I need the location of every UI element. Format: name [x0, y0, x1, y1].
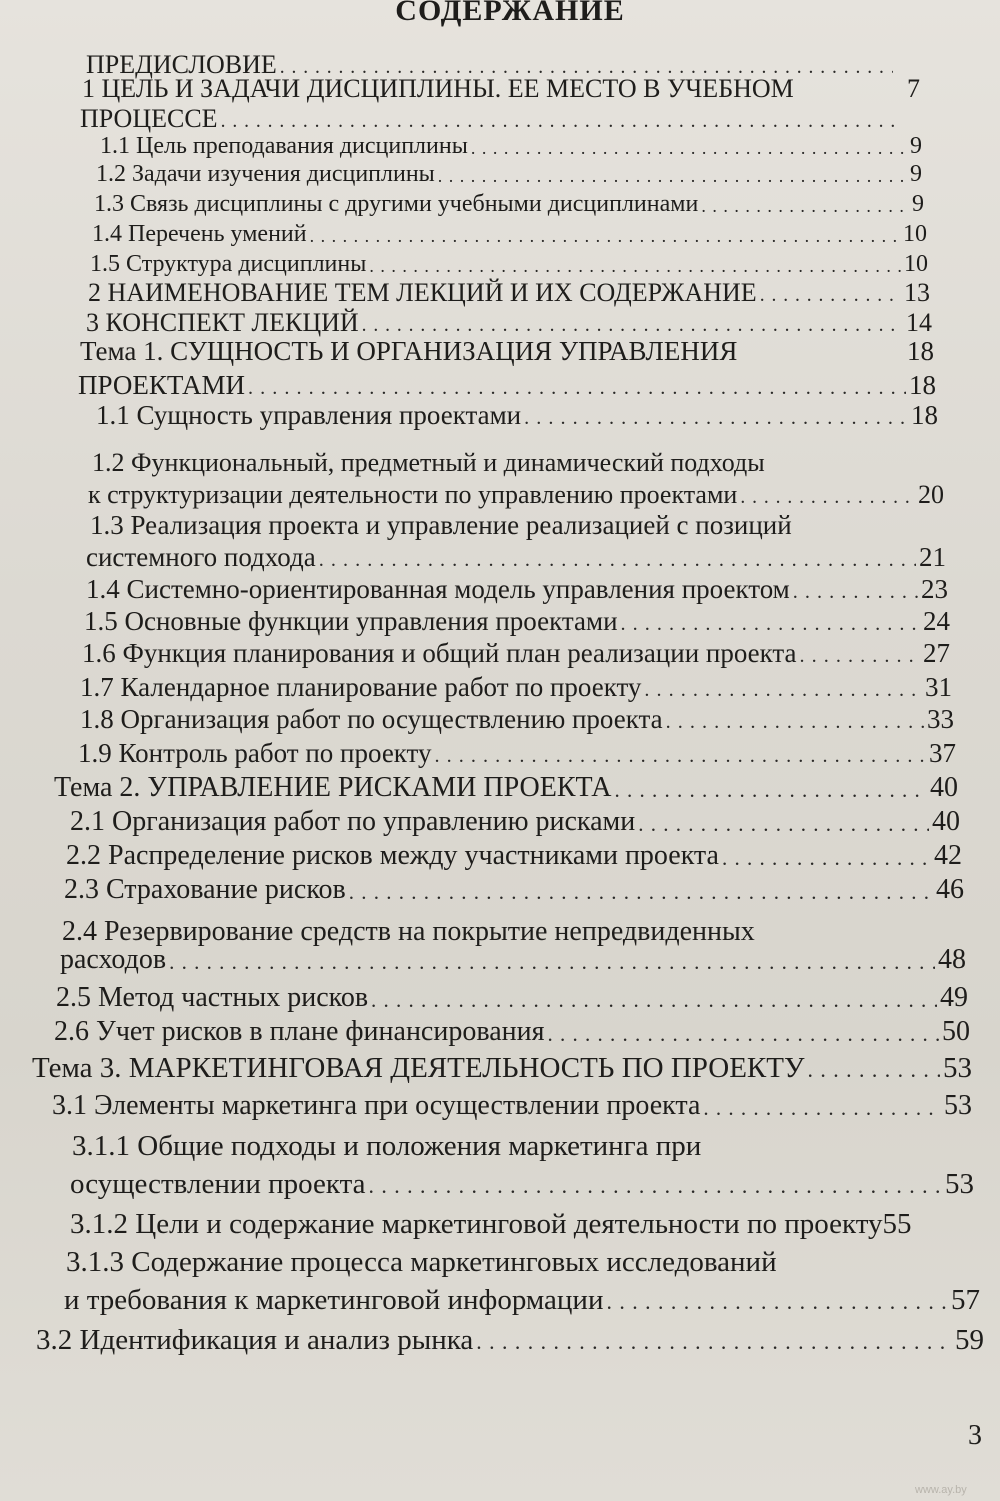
toc-entry: 1.6 Функция планирования и общий план реализации проекта . . . 27 [82, 640, 950, 667]
toc-entry: расходов . . . 48 [60, 946, 966, 974]
toc-entry: 1.5 Основные функции управления проектами . . . 24 [84, 608, 950, 635]
toc-entry: ПРЕДИСЛОВИЕ . . . [86, 52, 896, 78]
toc-entry: 2.6 Учет рисков в плане финансирования . . . 50 [54, 1018, 970, 1046]
toc-entry: и требования к маркетинговой информации . . . 57 [64, 1286, 980, 1315]
toc-entry: 2.5 Метод частных рисков . . . 49 [56, 984, 968, 1012]
watermark: www.ay.by [915, 1484, 967, 1496]
toc-entry: 1.3 Реализация проекта и управление реализацией с позиций [90, 510, 792, 540]
toc-entry: 3.1.1 Общие подходы и положения маркетинга при [72, 1130, 702, 1162]
toc-entry: 1.8 Организация работ по осуществлению проекта . . . 33 [80, 706, 954, 733]
toc-entry: 1.7 Календарное планирование работ по проекту . . . 31 [80, 674, 952, 701]
toc-entry: 1.2 Задачи изучения дисциплины . . . 9 [96, 162, 922, 186]
toc-entry: 3 КОНСПЕКТ ЛЕКЦИЙ . . . 14 [86, 310, 932, 336]
toc-entry: 3.1.3 Содержание процесса маркетинговых исследований [66, 1246, 777, 1278]
toc-entry: 1.1 Цель преподавания дисциплины . . . 9 [100, 134, 922, 158]
toc-entry: Тема 2. УПРАВЛЕНИЕ РИСКАМИ ПРОЕКТА . . . 40 [54, 774, 958, 802]
toc-entry: ПРОЕКТАМИ . . . 18 [78, 372, 936, 399]
toc-entry: 2.4 Резервирование средств на покрытие непредвиденных [62, 916, 755, 947]
toc-entry: 1.4 Перечень умений . . . 10 [92, 222, 927, 246]
toc-entry: 2.2 Распределение рисков между участниками проекта . . . 42 [66, 842, 962, 870]
toc-entry: 1.3 Связь дисциплины с другими учебными дисциплинами . . . 9 [94, 192, 924, 216]
toc-entry: 1 ЦЕЛЬ И ЗАДАЧИ ДИСЦИПЛИНЫ. ЕЕ МЕСТО В УЧЕБНОМ 7 [82, 74, 920, 103]
toc-entry: 3.1.2 Цели и содержание маркетинговой деятельности по проекту 55 [70, 1208, 912, 1240]
toc-entry: 3.1 Элементы маркетинга при осуществлении проекта . . . 53 [52, 1092, 972, 1120]
toc-entry: к структуризации деятельности по управлению проектами . . . 20 [88, 482, 944, 508]
toc-entry: 1.1 Сущность управления проектами . . . 18 [96, 402, 938, 429]
toc-entry: системного подхода . . . 21 [86, 544, 946, 571]
toc-entry: 2.3 Страхование рисков . . . 46 [64, 876, 964, 904]
toc-entry: осуществлении проекта . . . 53 [70, 1170, 974, 1199]
page-title: СОДЕРЖАНИЕ [395, 0, 625, 27]
toc-entry: 1.4 Системно-ориентированная модель управления проектом . . . 23 [86, 576, 948, 603]
toc-entry: Тема 1. СУЩНОСТЬ И ОРГАНИЗАЦИЯ УПРАВЛЕНИЯ 18 [80, 336, 934, 366]
toc-entry: 1.5 Структура дисциплины . . . 10 [90, 252, 928, 276]
toc-entry: 1.9 Контроль работ по проекту . . . 37 [78, 740, 956, 767]
toc-entry: 3.2 Идентификация и анализ рынка . . . 59 [36, 1326, 984, 1355]
toc-entry: ПРОЦЕССЕ . . . [80, 106, 898, 132]
toc-entry: 1.2 Функциональный, предметный и динамический подходы [92, 448, 765, 477]
toc-entry: 2 НАИМЕНОВАНИЕ ТЕМ ЛЕКЦИЙ И ИХ СОДЕРЖАНИЕ . . . 13 [88, 280, 930, 306]
toc-entry: 2.1 Организация работ по управлению рисками . . . 40 [70, 808, 960, 836]
toc-entry: Тема 3. МАРКЕТИНГОВАЯ ДЕЯТЕЛЬНОСТЬ ПО ПРОЕКТУ . . . 53 [32, 1054, 972, 1083]
page-number: 3 [968, 1420, 982, 1451]
